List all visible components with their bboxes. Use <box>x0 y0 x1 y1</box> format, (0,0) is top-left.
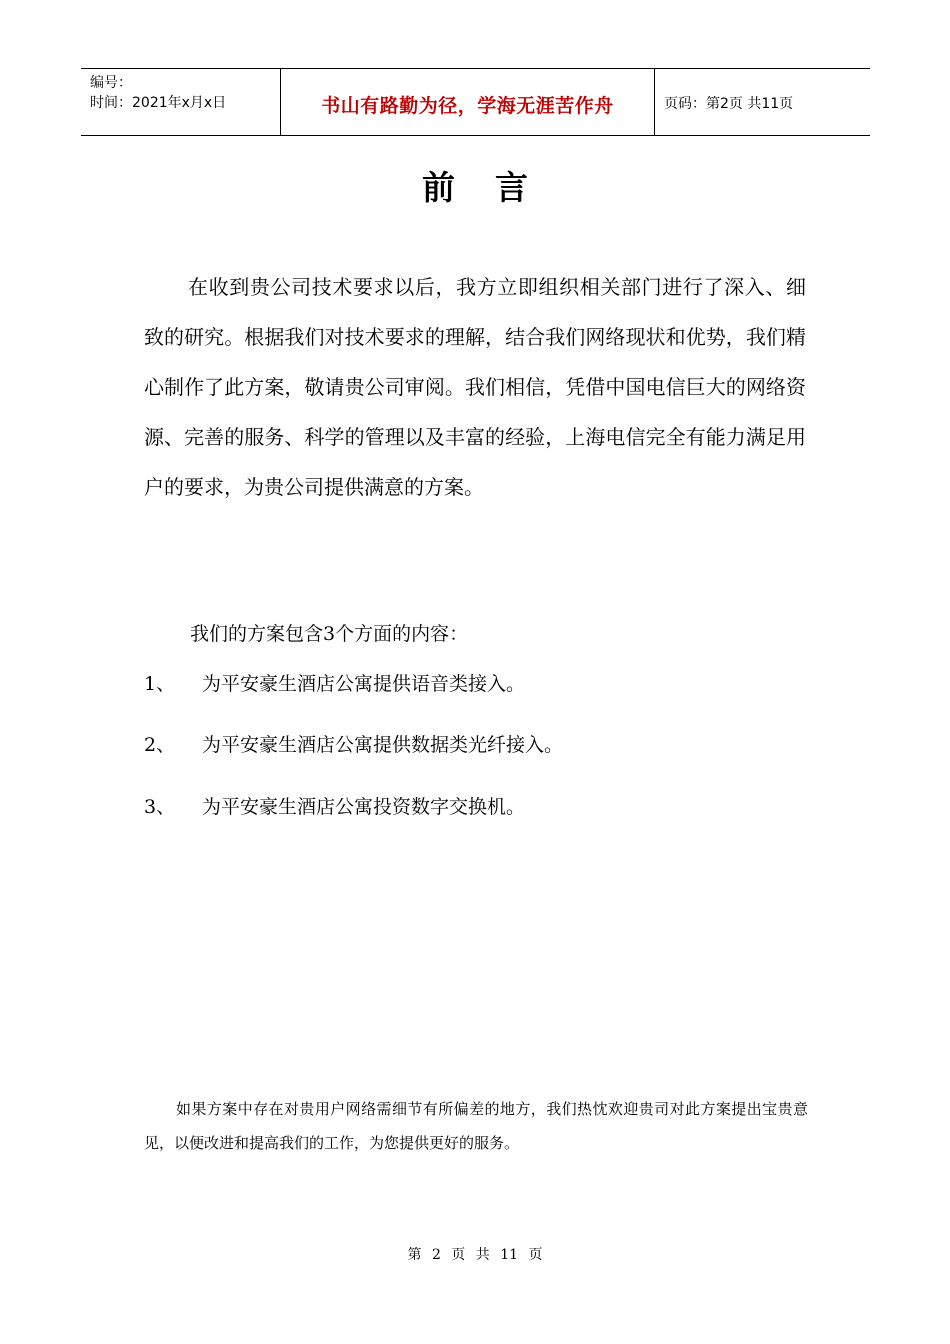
list-item <box>144 787 525 827</box>
intro-paragraph: 在收到贵公司技术要求以后，我方立即组织相关部门进行了深入、细致的研究。根据我们对技术要求的理解，结合我们网络现状和优势，我们精心制作了此方案，敬请贵公司审阅。我们相信，凭借中国电信巨大的网络资源、完善的服务、科学的管理以及丰富的经验，上海电信完全有能力满足用户的要求，为贵公司提供满意的方案。 <box>144 275 806 499</box>
list-item-number: 2、 <box>144 734 176 756</box>
list-lead: 我们的方案包含3个方面的内容： <box>190 623 469 645</box>
header-page-info: 页码：第2页 共11页 <box>664 96 794 112</box>
page-title: 前言 <box>422 168 568 207</box>
closing-paragraph: 如果方案中存在对贵用户网络需细节有所偏差的地方，我们热忱欢迎贵司对此方案提出宝贵意见，以便改进和提高我们的工作，为您提供更好的服务。 <box>144 1100 808 1152</box>
list-item-text: 为平安豪生酒店公寓投资数字交换机。 <box>202 796 526 818</box>
list-item-text: 为平安豪生酒店公寓提供数据类光纤接入。 <box>202 734 564 756</box>
page-footer: 第 2 页 共 11 页 <box>407 1247 543 1263</box>
page-header <box>81 68 870 136</box>
list-item <box>144 664 525 704</box>
time-label: 时间：2021年x月x日 <box>90 95 227 111</box>
serial-label: 编号： <box>90 75 132 91</box>
header-meta-cell <box>81 69 281 135</box>
header-motto-cell <box>281 69 655 135</box>
header-motto: 书山有路勤为径，学海无涯苦作舟 <box>321 94 614 117</box>
list-item-number: 1、 <box>144 673 176 695</box>
list-item-number: 3、 <box>144 796 176 818</box>
header-page-cell <box>655 69 870 135</box>
list-item-text: 为平安豪生酒店公寓提供语音类接入。 <box>202 673 526 695</box>
list-item <box>144 725 563 765</box>
